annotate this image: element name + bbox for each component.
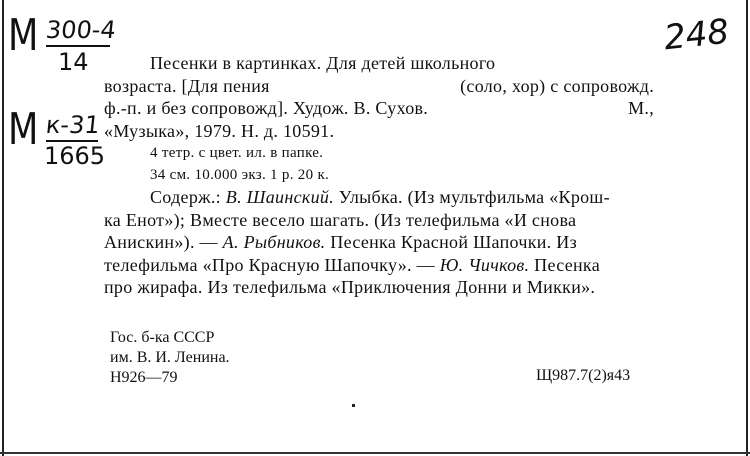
contents-text-4b: Песенка bbox=[529, 254, 600, 275]
card-right-edge bbox=[746, 0, 748, 456]
handwritten-card-number: 248 bbox=[662, 11, 731, 59]
handwritten-mark-top: M bbox=[8, 10, 39, 61]
contents-text-3b: Песенка Красной Шапочки. Из bbox=[325, 232, 577, 252]
contents-author-3: Ю. Чичков. bbox=[439, 254, 530, 275]
bibliographic-record bbox=[104, 52, 654, 299]
handwritten-code-top-sub: 14 bbox=[58, 48, 89, 76]
contents-prefix: Содерж.: bbox=[150, 187, 226, 207]
library-imprint bbox=[110, 328, 230, 388]
record-title-line: Песенки в картинках. Для детей школьного bbox=[150, 53, 496, 73]
record-line-2b: (соло, хор) с сопровожд. bbox=[460, 75, 654, 96]
record-line-2a: возраста. [Для пения bbox=[104, 75, 270, 96]
contents-text-4a: телефильма «Про Красную Шапочку». — bbox=[104, 254, 440, 275]
record-physical-description: 4 тетр. с цвет. ил. в папке. bbox=[150, 145, 324, 161]
handwritten-code-mid-sub: 1665 bbox=[44, 142, 106, 170]
record-size-run-price: 34 см. 10.000 экз. 1 р. 20 к. bbox=[150, 167, 330, 183]
library-line-1: Гос. б-ка СССР bbox=[110, 329, 215, 346]
handwritten-mark-mid: M bbox=[8, 104, 39, 155]
contents-author-1: В. Шаинский. bbox=[225, 187, 334, 207]
contents-line-3 bbox=[104, 231, 654, 254]
library-line-2: им. В. И. Ленина. bbox=[110, 349, 230, 366]
library-line-3: Н926—79 bbox=[110, 369, 178, 386]
handwritten-code-mid: к-31 bbox=[44, 111, 102, 139]
contents-text-1: Улыбка. (Из мультфильма «Крош- bbox=[334, 187, 610, 207]
contents-author-2: А. Рыбников. bbox=[222, 232, 326, 252]
contents-line-5: про жирафа. Из телефильма «Приключения Донни и Микки». bbox=[104, 277, 596, 297]
handwritten-underline-top bbox=[46, 45, 110, 47]
record-line-2 bbox=[104, 75, 654, 98]
record-line-3b: М., bbox=[628, 98, 654, 118]
contents-line-4 bbox=[104, 254, 654, 277]
card-left-edge bbox=[2, 0, 4, 456]
contents-line-2: ка Енот»); Вместе весело шагать. (Из телефильма «И снова bbox=[104, 209, 577, 230]
ink-speck bbox=[352, 404, 355, 407]
contents-text-3a: Анискин»). — bbox=[104, 232, 223, 252]
card-bottom-edge bbox=[0, 452, 750, 454]
contents-line-1 bbox=[104, 186, 654, 209]
record-line-3a: ф.-п. и без сопровожд]. Худож. В. Сухов. bbox=[104, 98, 429, 118]
record-line-3 bbox=[104, 97, 654, 120]
classification-code: Щ987.7(2)я43 bbox=[536, 367, 631, 384]
handwritten-code-top: 300-4 bbox=[44, 16, 118, 44]
record-publisher-line: «Музыка», 1979. Н. д. 10591. bbox=[104, 120, 335, 141]
